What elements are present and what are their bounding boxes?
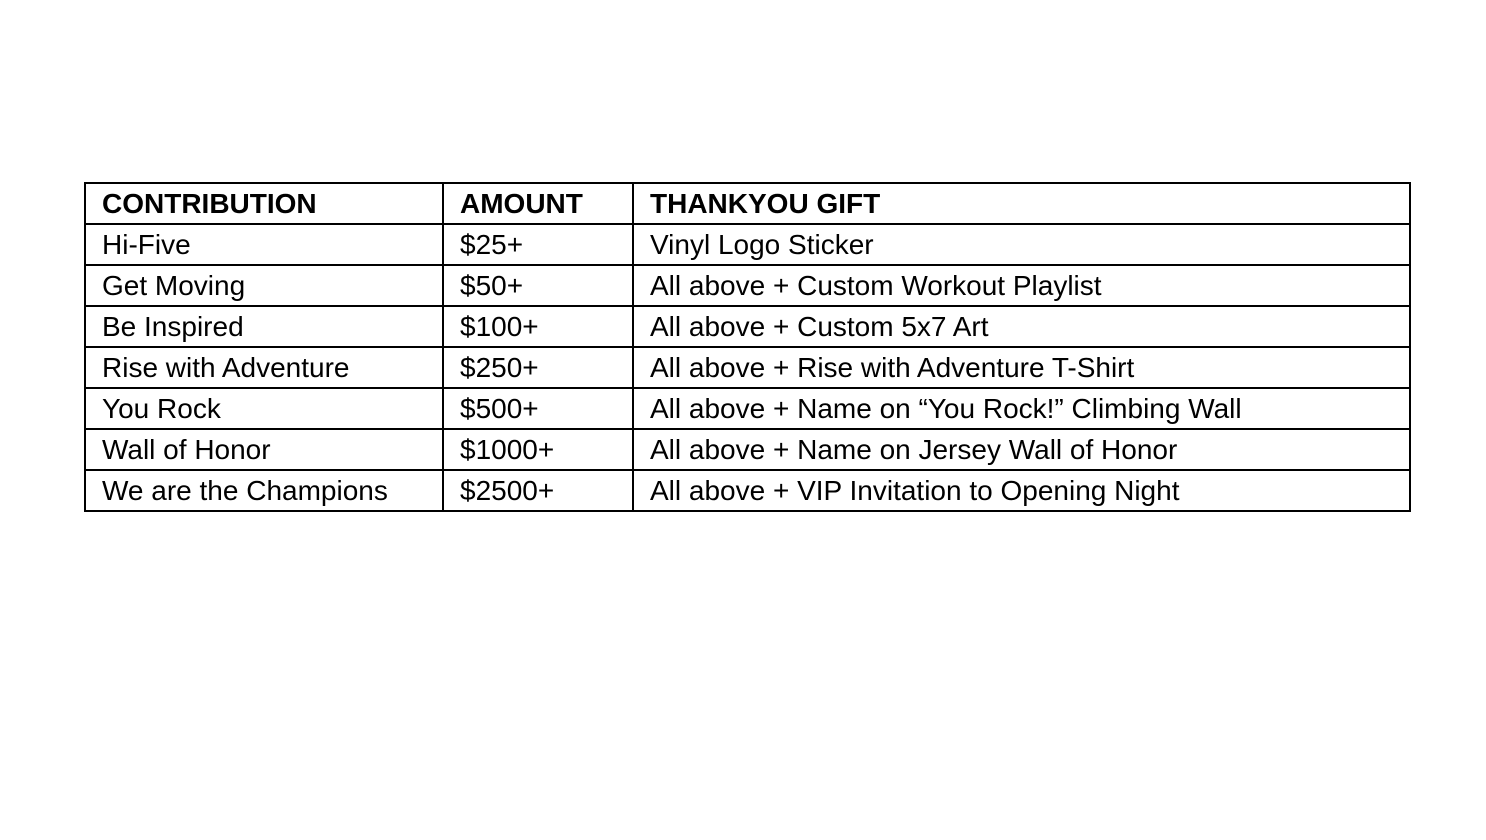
cell-contribution: Be Inspired bbox=[85, 306, 443, 347]
cell-gift: All above + Name on Jersey Wall of Honor bbox=[633, 429, 1410, 470]
cell-contribution: Hi-Five bbox=[85, 224, 443, 265]
cell-gift: All above + Custom Workout Playlist bbox=[633, 265, 1410, 306]
cell-amount: $100+ bbox=[443, 306, 633, 347]
table-row bbox=[85, 470, 1410, 511]
cell-gift: Vinyl Logo Sticker bbox=[633, 224, 1410, 265]
cell-contribution: You Rock bbox=[85, 388, 443, 429]
header-amount: AMOUNT bbox=[443, 183, 633, 224]
cell-amount: $2500+ bbox=[443, 470, 633, 511]
table-row bbox=[85, 265, 1410, 306]
cell-amount: $25+ bbox=[443, 224, 633, 265]
cell-gift: All above + Name on “You Rock!” Climbing Wall bbox=[633, 388, 1410, 429]
table-header-row bbox=[85, 183, 1410, 224]
header-thankyou-gift: THANKYOU GIFT bbox=[633, 183, 1410, 224]
cell-amount: $500+ bbox=[443, 388, 633, 429]
cell-gift: All above + VIP Invitation to Opening Night bbox=[633, 470, 1410, 511]
table-row bbox=[85, 224, 1410, 265]
cell-contribution: Rise with Adventure bbox=[85, 347, 443, 388]
cell-contribution: We are the Champions bbox=[85, 470, 443, 511]
cell-amount: $1000+ bbox=[443, 429, 633, 470]
table-row bbox=[85, 306, 1410, 347]
cell-contribution: Wall of Honor bbox=[85, 429, 443, 470]
cell-amount: $50+ bbox=[443, 265, 633, 306]
cell-gift: All above + Custom 5x7 Art bbox=[633, 306, 1410, 347]
cell-contribution: Get Moving bbox=[85, 265, 443, 306]
header-contribution: CONTRIBUTION bbox=[85, 183, 443, 224]
table-row bbox=[85, 429, 1410, 470]
table-row bbox=[85, 388, 1410, 429]
contribution-tiers-table bbox=[84, 182, 1411, 512]
cell-gift: All above + Rise with Adventure T-Shirt bbox=[633, 347, 1410, 388]
cell-amount: $250+ bbox=[443, 347, 633, 388]
table-row bbox=[85, 347, 1410, 388]
